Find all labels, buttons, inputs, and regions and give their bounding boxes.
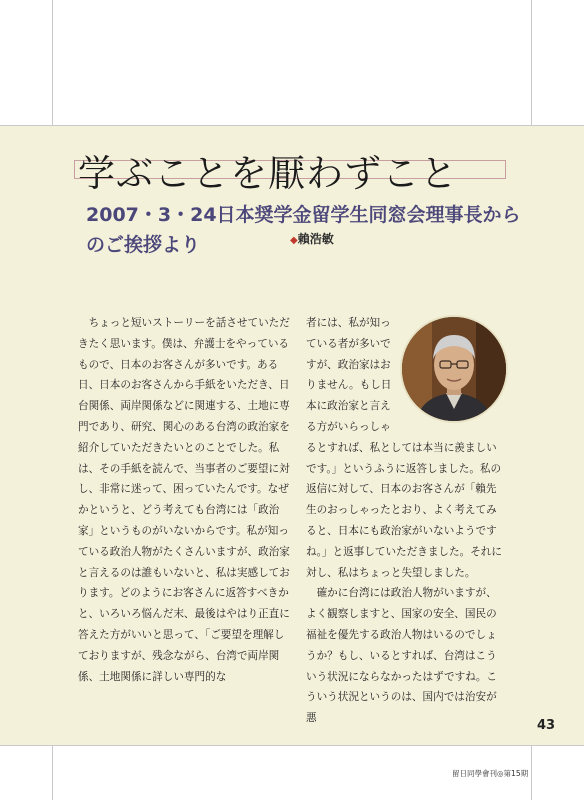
crop-guide-bottom: [0, 745, 584, 746]
portrait-photo: [400, 315, 508, 423]
diamond-icon: ◆: [290, 235, 298, 246]
author-byline: [290, 230, 334, 247]
body-column-left: ちょっと短いストーリーを話させていただきたく思います。僕は、弁護士をやっているもので、日本のお客さんが多いです。ある日、日本のお客さんから手紙をいただき、日台関係、両岸関係などに関連する、土地に専門であり、研究、関心のある台湾の政治家を紹介していただきたいとのことでした。私は、その手紙を読んで、当事者のご要望に対し、非常に迷って、困っていたんです。なぜかというと、どう考えても台湾には「政治家」というものがいないからです。私が知っている政治人物がたくさんいますが、政治家と言えるのは誰もいないと、私は実感しております。どのようにお客さんに返答すべきかと、いろいろ悩んだ末、最後はやはり正直に答えた方がいいと思って、「ご要望を理解しておりますが、残念ながら、台湾で両岸関係、土地関係に詳しい専門的な: [78, 317, 290, 683]
body-text-beside-photo: 者には、私が知っている者が多いですが、政治家はおりません。もし日本に政治家と言える方がいらっしゃ: [306, 317, 392, 433]
publication-footer: 留日同學會刊◎第15期: [452, 769, 529, 778]
portrait-icon: [402, 317, 506, 421]
crop-guide-top: [0, 125, 584, 126]
article-title: 学ぶことを厭わずこと: [78, 152, 458, 195]
article-subtitle: 2007・3・24日本奨学金留学生同窓会理事長からのご挨拶より: [86, 204, 521, 256]
body-text-continued: るとすれば、私としては本当に羨ましいです。」というふうに返答しました。私の返信に対して、日本のお客さんが「賴先生のおっしゃったとおり、よく考えてみると、日本にも政治家がいないようですね。」と返事していただきました。それに対し、私はちょっと失望しました。 確かに台湾には政治人物がいますが、よく観察しますと、国家の安全、国民の福祉を優先する政治人物はいるのでしょうか？もし、いるとすれば、台湾はこういう状況にならなかったはずですね。こういう状況というのは、国内では治安が悪: [306, 441, 502, 725]
author-name: 賴浩敏: [297, 232, 334, 246]
page-number: 43: [537, 718, 556, 733]
